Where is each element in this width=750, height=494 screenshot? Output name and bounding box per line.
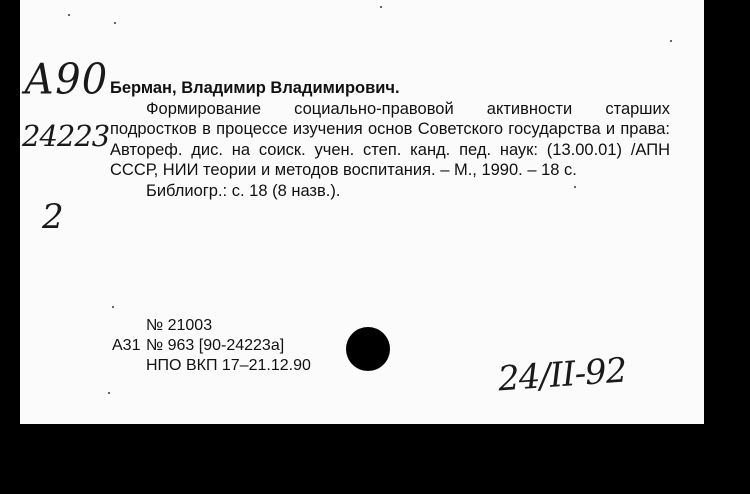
dust-speck <box>68 14 70 16</box>
bibliographic-entry <box>110 78 670 201</box>
dust-speck <box>112 306 114 308</box>
registration-code: № 963 [90-24223а] <box>146 337 285 354</box>
dust-speck <box>670 40 672 42</box>
registration-prefix: А31 <box>112 337 141 354</box>
dust-speck <box>574 186 576 188</box>
entry-description: Формирование социально-правовой активности старших подростков в процессе изучения основ Советского государства и права: Автореф. дис. на соиск. учен. степ. канд. пед. наук: (13.00.01) /АПН СССР, НИИ теории и методов воспитания. – М., 1990. – 18 с. <box>110 99 670 179</box>
dust-speck <box>380 6 382 8</box>
handwritten-date: 24/II-92 <box>496 350 628 400</box>
handwritten-mark: 2 <box>42 197 64 237</box>
catalog-card <box>20 0 704 424</box>
dust-speck <box>108 392 110 394</box>
handwritten-shelf-code: А90 <box>24 55 109 105</box>
registration-code-row <box>112 336 311 356</box>
handwritten-number: 24223 <box>22 119 110 153</box>
publisher-line: НПО ВКП 17–21.12.90 <box>146 357 311 374</box>
author-name: Берман, Владимир Владимирович. <box>110 79 400 97</box>
bibliography-note: Библиогр.: с. 18 (8 назв.). <box>146 181 341 200</box>
registration-number: № 21003 <box>146 317 213 334</box>
dust-speck <box>114 22 116 24</box>
punch-hole <box>346 327 390 371</box>
registration-block <box>112 316 311 376</box>
